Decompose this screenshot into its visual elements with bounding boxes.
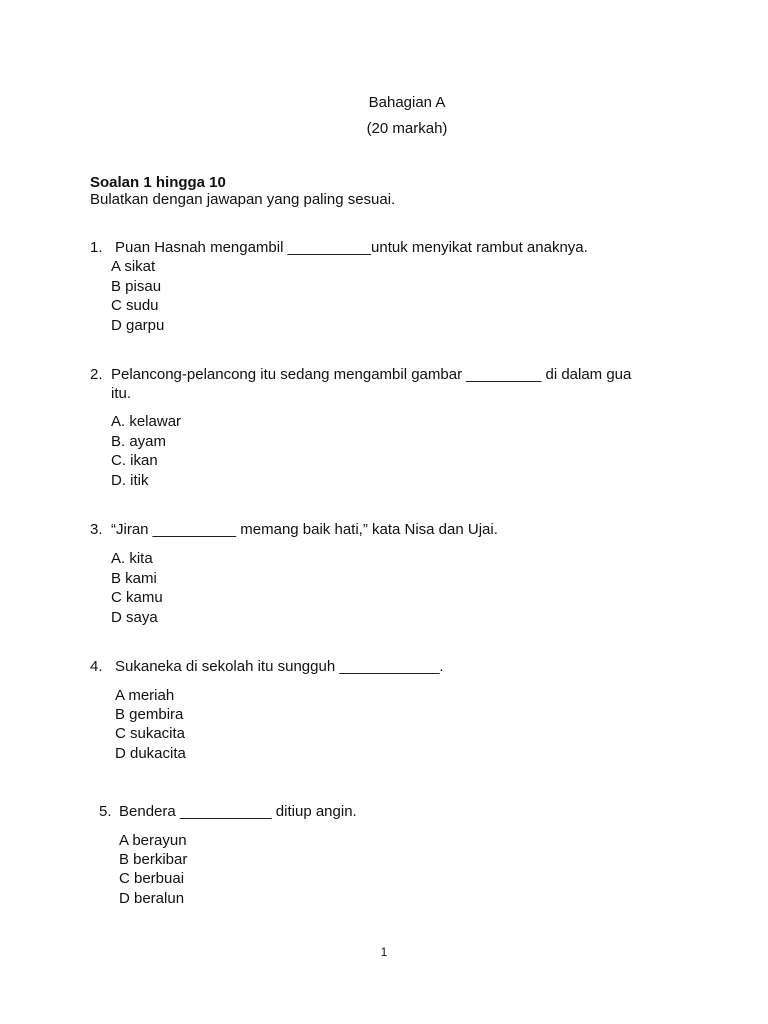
option-b: B. ayam [111,433,167,450]
option-b: B berkibar [119,851,188,868]
option-d: D garpu [111,317,165,334]
question-text: “Jiran __________ memang baik hati,” kata Nisa dan Ujai. [111,521,498,538]
section-title: Bahagian A [368,94,446,111]
option-a: A meriah [115,687,175,704]
option-a: A berayun [119,832,187,849]
question-number: 1. [90,239,103,256]
option-a: A sikat [111,258,156,275]
option-b: B kami [111,570,157,587]
question-text: Bendera ___________ ditiup angin. [119,803,357,820]
option-c: C kamu [111,589,163,606]
option-b: B gembira [115,706,184,723]
question-text: Pelancong-pelancong itu sedang mengambil gambar _________ di dalam gua [111,366,632,383]
option-a: A. kelawar [111,413,182,430]
option-a: A. kita [111,550,153,567]
question-number: 2. [90,366,103,383]
option-d: D beralun [119,890,185,907]
question-number: 4. [90,658,103,675]
question-text: Puan Hasnah mengambil __________untuk menyikat rambut anaknya. [115,239,588,256]
option-c: C berbuai [119,870,185,887]
option-d: D saya [111,609,158,626]
section-marks: (20 markah) [366,120,448,137]
instructions-heading: Soalan 1 hingga 10 [90,174,226,191]
option-d: D dukacita [115,745,186,762]
option-c: C. ikan [111,452,158,469]
question-text: Sukaneka di sekolah itu sungguh ____________. [115,658,444,675]
question-number: 3. [90,521,103,538]
option-c: C sudu [111,297,159,314]
page-number: 1 [380,945,388,959]
option-b: B pisau [111,278,162,295]
instructions-text: Bulatkan dengan jawapan yang paling sesuai. [90,191,396,208]
option-c: C sukacita [115,725,186,742]
question-text-continuation: itu. [111,385,132,402]
question-number: 5. [99,803,112,820]
option-d: D. itik [111,472,149,489]
